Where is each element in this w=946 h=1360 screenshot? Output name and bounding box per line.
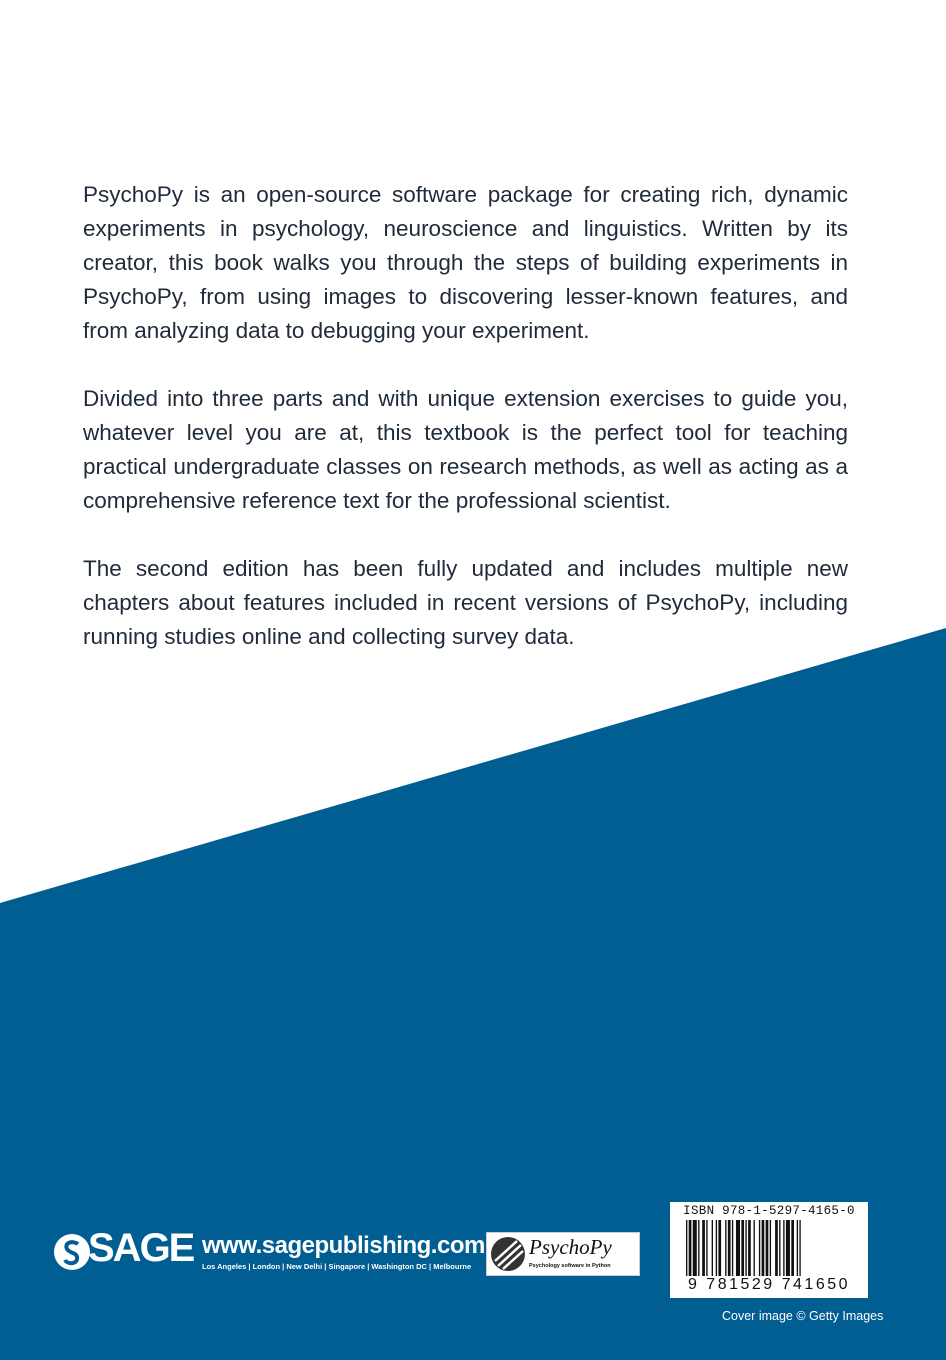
sage-logo-word: SAGE	[88, 1226, 194, 1270]
barcode-bars	[684, 1220, 854, 1276]
barcode-bar	[766, 1220, 769, 1276]
barcode-bar	[725, 1220, 726, 1276]
barcode-bar	[702, 1220, 705, 1276]
barcode-bar	[712, 1220, 713, 1276]
barcode-bar	[736, 1220, 740, 1276]
barcode-bar	[741, 1220, 744, 1276]
barcode-bar	[698, 1220, 699, 1276]
psychopy-logo	[486, 1232, 640, 1276]
barcode-bar	[754, 1220, 755, 1276]
barcode-bar	[718, 1220, 721, 1276]
barcode-bar	[689, 1220, 692, 1276]
barcode-bar	[716, 1220, 717, 1276]
barcode-bar	[745, 1220, 746, 1276]
barcode-bar	[779, 1220, 780, 1276]
isbn-barcode	[670, 1202, 868, 1298]
blurb-paragraph-2: Divided into three parts and with unique extension exercises to guide you, whatever level you are at, this textbook is the perfect tool for teaching practical undergraduate classes on research methods, as well as acting as a comprehensive reference text for the professional scientist.	[83, 386, 848, 513]
barcode-bar	[783, 1220, 784, 1276]
barcode-bar	[728, 1220, 731, 1276]
blurb-text	[83, 178, 848, 688]
barcode-digits: 9 781529 741650	[687, 1276, 851, 1293]
blurb-paragraph-1: PsychoPy is an open-source software package for creating rich, dynamic experiments in psychology, neuroscience and linguistics. Written by its creator, this book walks you through the steps of building experiments in PsychoPy, from using images to discovering lesser-known features, and from analyzing data to debugging your experiment.	[83, 182, 848, 343]
barcode-bar	[799, 1220, 800, 1276]
barcode-bar	[732, 1220, 733, 1276]
barcode-bar	[786, 1220, 790, 1276]
barcode-bar	[748, 1220, 751, 1276]
sage-swirl-icon	[52, 1232, 92, 1272]
psychopy-name: PsychoPy	[529, 1235, 612, 1259]
barcode-bar	[775, 1220, 778, 1276]
publisher-cities: Los Angeles | London | New Delhi | Singapore | Washington DC | Melbourne	[202, 1262, 472, 1271]
barcode-bar	[770, 1220, 771, 1276]
psychopy-swirl-icon	[489, 1235, 527, 1273]
isbn-label: ISBN 978-1-5297-4165-0	[683, 1204, 855, 1218]
barcode-bar	[762, 1220, 765, 1276]
blurb-paragraph-3: The second edition has been fully updated and includes multiple new chapters about features included in recent versions of PsychoPy, including running studies online and collecting survey data.	[83, 556, 848, 649]
barcode-bar	[791, 1220, 794, 1276]
barcode-bar	[693, 1220, 697, 1276]
publisher-url: www.sagepublishing.com	[202, 1232, 485, 1259]
barcode-bar	[759, 1220, 760, 1276]
psychopy-tagline: Psychology software in Python	[529, 1263, 611, 1269]
barcode-bar	[797, 1220, 798, 1276]
barcode-bar	[706, 1220, 707, 1276]
barcode-bar	[686, 1220, 687, 1276]
cover-image-credit: Cover image © Getty Images	[722, 1309, 884, 1323]
